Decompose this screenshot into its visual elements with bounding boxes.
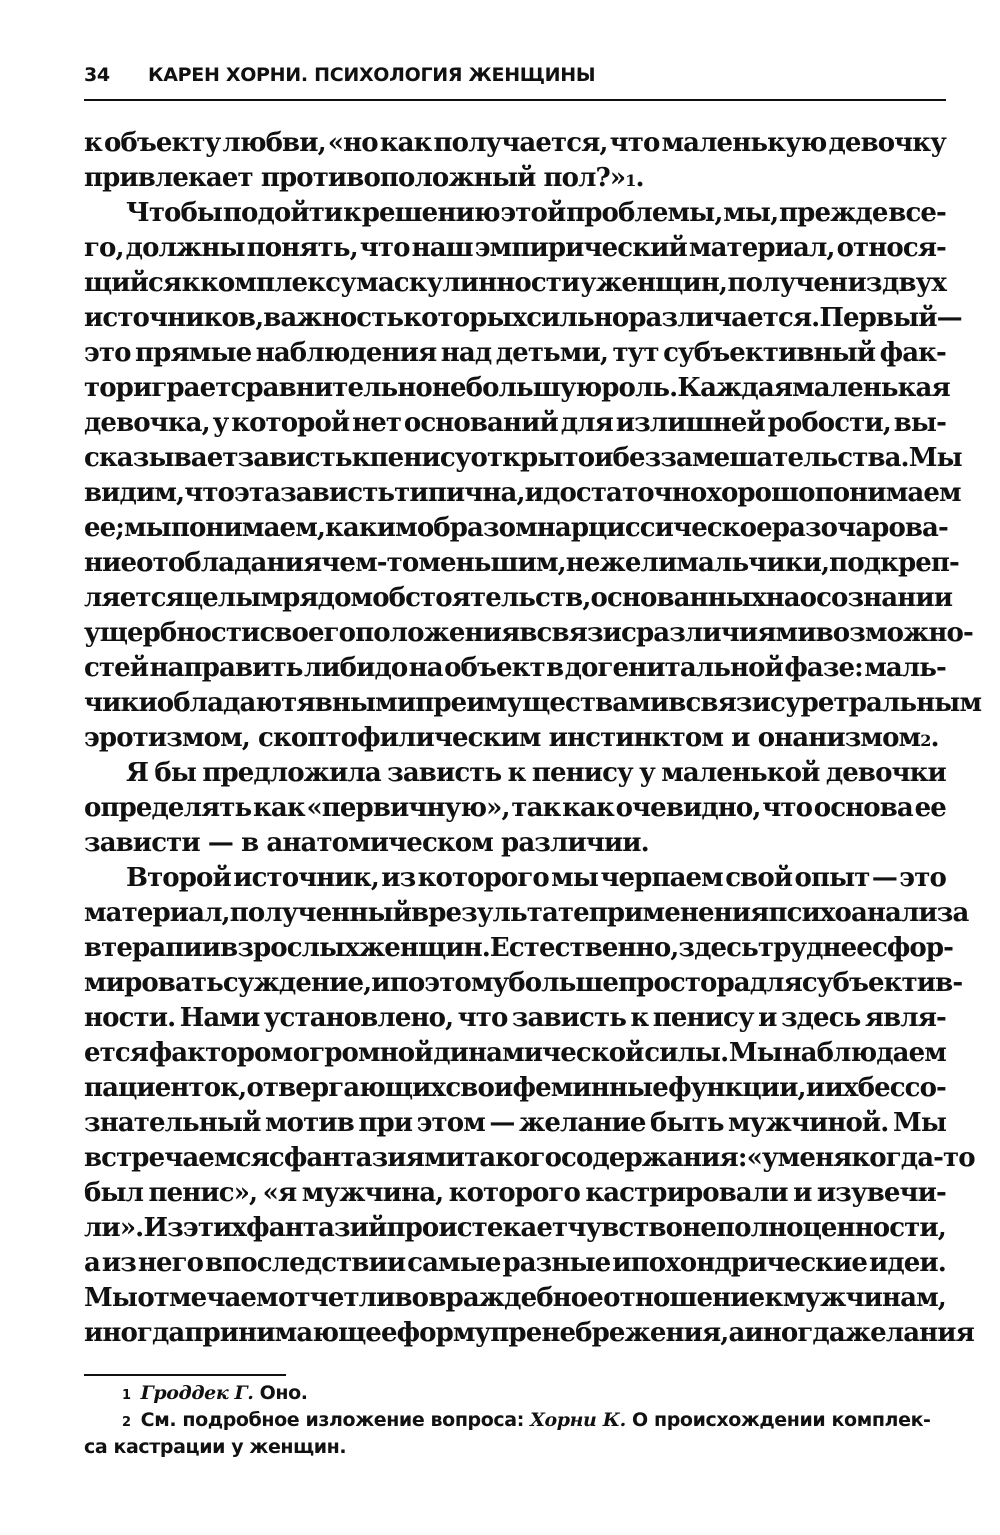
header-rule	[84, 99, 946, 101]
text-line: к объекту любви, «но как получается, что маленькую девочку	[84, 128, 946, 158]
footnotes	[84, 1380, 946, 1461]
text-line: материал, полученный в результате применения психоанализа	[84, 898, 969, 928]
footnote-2-continuation	[84, 1434, 946, 1461]
text-line: чики обладают явными преимуществами в связи с уретральным	[84, 688, 982, 718]
text-line: ности. Нами установлено, что зависть к пенису и здесь явля-	[84, 1003, 946, 1033]
footnote-author: Хорни К.	[530, 1409, 626, 1431]
text-line: ли». Из этих фантазий проистекает чувство неполноценности,	[84, 1213, 946, 1243]
footnote-prefix: См. подробное изложение вопроса:	[140, 1409, 524, 1431]
text-line: стей направить либидо на объект в догенитальной фазе: маль-	[84, 653, 946, 683]
text-line: иногда принимающее форму пренебрежения, а иногда желания	[84, 1318, 974, 1348]
text-line: а из него впоследствии самые разные ипохондрические идеи.	[84, 1248, 946, 1278]
text-line: источников, важность которых сильно различается. Первый —	[84, 303, 962, 333]
running-title: КАРЕН ХОРНИ. ПСИХОЛОГИЯ ЖЕНЩИНЫ	[148, 64, 596, 86]
footnote-2: 2 См. подробное изложение вопроса: Хорни К. О происхождении комплек-	[84, 1407, 946, 1434]
footnote-text: О происхождении комплек-	[632, 1409, 931, 1431]
text-line: был пенис», «я мужчина, которого кастрировали и изувечи-	[84, 1178, 946, 1208]
text-line: ущербности своего положения в связи с различиями возможно-	[84, 618, 973, 648]
text-line: сказывает зависть к пенису открыто и без замешательства. Мы	[84, 443, 962, 473]
body-text	[84, 126, 982, 1351]
footnote-author: Гроддек Г.	[140, 1382, 254, 1404]
text-line: встречаемся с фантазиями такого содержания: «у меня когда-то	[84, 1143, 975, 1173]
footnote-text: са кастрации у женщин.	[84, 1436, 347, 1458]
text-line: видим, что эта зависть типична, и достаточно хорошо понимаем	[84, 478, 961, 508]
text-line: тор играет сравнительно небольшую роль. Каждая маленькая	[84, 373, 950, 403]
text-line: щийся к комплексу маскулинности у женщин, получен из двух	[84, 268, 946, 298]
text-line: го, должны понять, что наш эмпирический материал, относя-	[84, 233, 946, 263]
text-line: мировать суждение, и поэтому больше простора для субъектив-	[84, 968, 963, 998]
text-line: ется фактором огромной динамической силы. Мы наблюдаем	[84, 1038, 946, 1068]
footnote-text: Оно.	[259, 1382, 308, 1404]
text-line: знательный мотив при этом — желание быть мужчиной. Мы	[84, 1108, 946, 1138]
running-head	[84, 64, 946, 90]
text-line: зависти — в анатомическом различии.	[84, 828, 649, 858]
text-line: Второй источник, из которого мы черпаем свой опыт — это	[126, 863, 946, 893]
text-line: ляется целым рядом обстоятельств, основанных на осознании	[84, 583, 953, 613]
text-line: ние от обладания чем-то меньшим, нежели мальчики, подкреп-	[84, 548, 959, 578]
text-line: это прямые наблюдения над детьми, тут субъективный фак-	[84, 338, 946, 368]
text-line: определять как «первичную», так как очевидно, что основа ее	[84, 793, 946, 823]
text-line: эротизмом, скоптофилическим инстинктом и онанизмом 2 .	[84, 723, 939, 753]
page-number: 34	[84, 64, 110, 86]
text-line: Мы отмечаем отчетливо враждебное отношение к мужчинам,	[84, 1283, 946, 1313]
text-line: Чтобы подойти к решению этой проблемы, мы, прежде все-	[126, 198, 946, 228]
text-line: Я бы предложила зависть к пенису у маленькой девочки	[126, 758, 946, 788]
text-line: ее; мы понимаем, каким образом нарциссическое разочарова-	[84, 513, 948, 543]
text-line: в терапии взрослых женщин. Естественно, здесь труднее сфор-	[84, 933, 954, 963]
footnote-1: 1 Гроддек Г. Оно.	[84, 1380, 946, 1407]
text-line: девочка, у которой нет оснований для излишней робости, вы-	[84, 408, 946, 438]
text-line: пациенток, отвергающих свои феминные функции, и их бессо-	[84, 1073, 946, 1103]
text-line: привлекает противоположный пол?» 1 .	[84, 163, 644, 193]
footnote-rule	[84, 1374, 286, 1376]
